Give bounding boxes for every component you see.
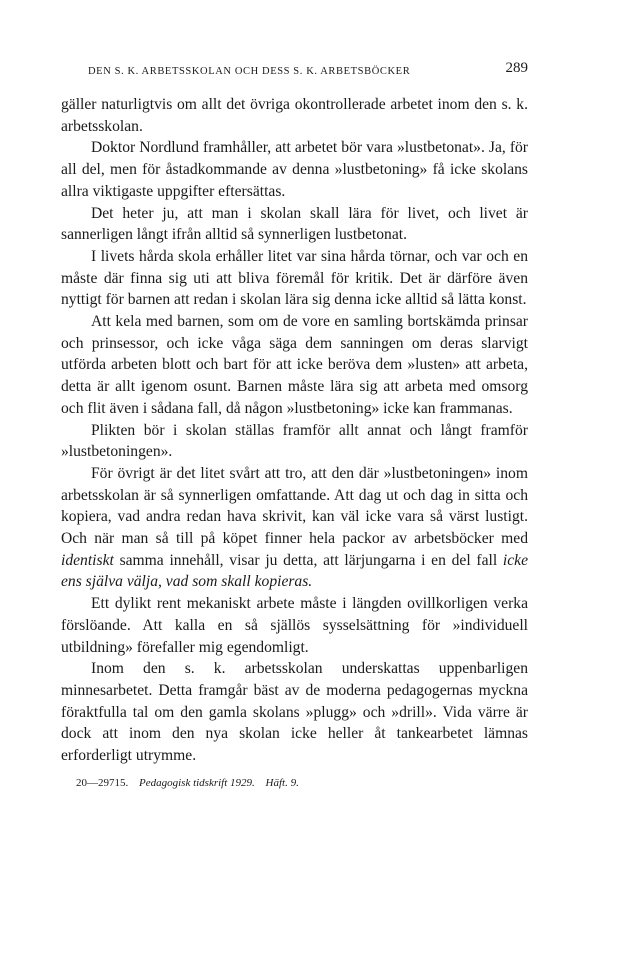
paragraph-text: För övrigt är det litet svårt att tro, att den där »lustbetoningen» inom arbetsskolan är så synnerligen omfattande. Att dag ut och dag in sitta och kopiera, vad andra redan hava skrivit, kan väl icke vara så värst lustigt. Och när man så till på köpet finner hela packor av arbetsböcker med [61, 464, 528, 548]
running-title: DEN S. K. ARBETSSKOLAN OCH DESS S. K. ARBETSBÖCKER [88, 66, 411, 77]
print-signature: 20—29715. [76, 776, 129, 789]
emphasis-text: icke ens själva välja, vad som skall kopieras. [61, 551, 528, 591]
paragraph: Inom den s. k. arbetsskolan underskattas uppenbarligen minnesarbetet. Detta framgår bäst av de moderna pedagogernas myckna föraktfulla tal om den gamla skolans »plugg» och »drill». Vida värre är dock att inom den nya skolan icke heller åt tankearbetet lämnas erforderligt utrymme. [61, 660, 528, 765]
document-page [61, 60, 528, 789]
paragraph: Ett dylikt rent mekaniskt arbete måste i längden ovillkorligen verka förslöande. Att kalla en så själlös sysselsättning för »individuell utbildning» förefaller mig egendomligt. [61, 595, 528, 656]
emphasis-text: identiskt [61, 551, 114, 569]
paragraph: I livets hårda skola erhåller litet var sina hårda törnar, och var och en måste där finna sig uti att bliva föremål för kritik. Det är därföre även nyttigt för barnen att redan i skolan lära sig denna icke alltid så lätta konst. [61, 247, 528, 309]
running-header [61, 60, 528, 84]
paragraph: Plikten bör i skolan ställas framför allt annat och långt framför »lustbetoningen». [61, 421, 528, 461]
journal-name: Pedagogisk tidskrift 1929. [139, 776, 255, 789]
paragraph-text: samma innehåll, visar ju detta, att lärjungarna i en del fall [113, 551, 503, 569]
paragraph [61, 463, 528, 593]
paragraph: Att kela med barnen, som om de vore en samling bortskämda prinsar och prinsessor, och icke våga säga dem sanningen om deras slarvigt utförda arbeten blott och bart för att icke beröva dem »lusten» att arbeta, detta är allt igenom osunt. Barnen måste lära sig att arbeta med omsorg och flit även i sådana fall, då någon »lustbetoning» icke kan frammanas. [61, 313, 528, 417]
paragraph: Doktor Nordlund framhåller, att arbetet bör vara »lustbetonat». Ja, för all del, men för åstadkommande av denna »lustbetoning» få icke skolans allra viktigaste uppgifter eftersättas. [61, 139, 528, 200]
page-footer [61, 777, 528, 789]
paragraph: gäller naturligtvis om allt det övriga okontrollerade arbetet inom den s. k. arbetsskolan. [61, 96, 528, 135]
issue-number: Häft. 9. [265, 776, 299, 789]
body-text [61, 94, 528, 767]
page-number: 289 [505, 60, 528, 76]
paragraph: Det heter ju, att man i skolan skall lära för livet, och livet är sannerligen långt ifrån alltid så synnerligen lustbetonat. [61, 204, 528, 244]
